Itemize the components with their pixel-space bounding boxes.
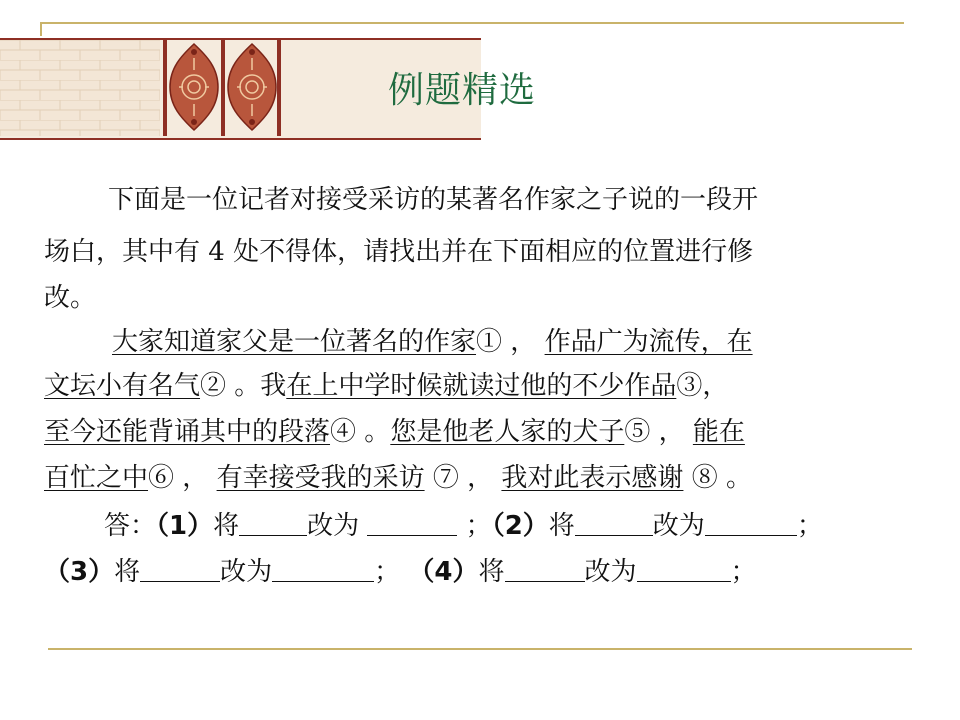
answer-number-2: （2） — [491, 511, 549, 541]
intro-line-3: 改。 — [44, 283, 97, 313]
marker-1: ① — [476, 327, 503, 357]
answer-number-3: （3） — [44, 557, 115, 587]
answer-number-4: （4） — [408, 557, 479, 587]
marker-8: ⑧ — [691, 463, 718, 493]
answer-4-original-blank[interactable] — [505, 559, 585, 582]
banner-brick-pattern — [0, 40, 160, 136]
answer-3-original-blank[interactable] — [140, 559, 220, 582]
marker-2: ② — [200, 371, 227, 401]
bottom-rule — [48, 648, 912, 650]
intro-line-1: 下面是一位记者对接受采访的某著名作家之子说的一段开 — [108, 185, 759, 215]
answer-2-original-blank[interactable] — [575, 513, 653, 536]
answer-2-revision-blank[interactable] — [705, 513, 797, 536]
answer-4-revision-blank[interactable] — [637, 559, 731, 582]
underlined-phrase-5: 您是他老人家的犬子 — [390, 417, 625, 447]
answer-1-revision-blank[interactable] — [367, 513, 457, 536]
top-rule-tick — [40, 22, 42, 36]
underlined-phrase-4: 至今还能背诵其中的段落 — [44, 417, 331, 447]
answer-line-1: 答：（1）将 改为 ；（2）将 改为 ； — [104, 511, 823, 541]
chinese-knot-ornament-icon — [163, 38, 281, 136]
passage-line-2: 文坛小有名气② 。我在上中学时候就读过他的不少作品③， — [44, 371, 729, 401]
marker-4: ④ — [330, 417, 357, 447]
answer-3-revision-blank[interactable] — [272, 559, 374, 582]
page-title: 例题精选 — [388, 70, 537, 111]
top-rule — [40, 22, 904, 24]
answer-line-2: （3）将 改为 ； （4）将 改为 ； — [44, 557, 757, 587]
passage-line-1: 大家知道家父是一位著名的作家① ， 作品广为流传，在 — [112, 327, 753, 357]
answer-label: 答： — [104, 511, 157, 541]
underlined-phrase-8: 我对此表示感谢 — [501, 463, 684, 493]
underlined-phrase-7: 有幸接受我的采访 — [216, 463, 425, 493]
marker-5: ⑤ — [624, 417, 651, 447]
marker-6: ⑥ — [148, 463, 175, 493]
underlined-phrase-6: 能在 — [692, 417, 745, 447]
answer-number-1: （1） — [156, 511, 214, 541]
answer-1-original-blank[interactable] — [239, 513, 307, 536]
underlined-phrase-3: 在上中学时候就读过他的不少作品 — [286, 371, 677, 401]
underlined-phrase-2: 作品广为流传，在 — [544, 327, 753, 357]
marker-3: ③ — [676, 371, 703, 401]
passage-line-4: 百忙之中⑥ ， 有幸接受我的采访 ⑦ ， 我对此表示感谢 ⑧ 。 — [44, 463, 752, 493]
intro-line-2: 场白，其中有 4 处不得体，请找出并在下面相应的位置进行修 — [44, 237, 754, 267]
passage-line-3: 至今还能背诵其中的段落④ 。您是他老人家的犬子⑤ ， 能在 — [44, 417, 745, 447]
underlined-phrase-1: 大家知道家父是一位著名的作家 — [112, 327, 477, 357]
marker-7: ⑦ — [432, 463, 459, 493]
